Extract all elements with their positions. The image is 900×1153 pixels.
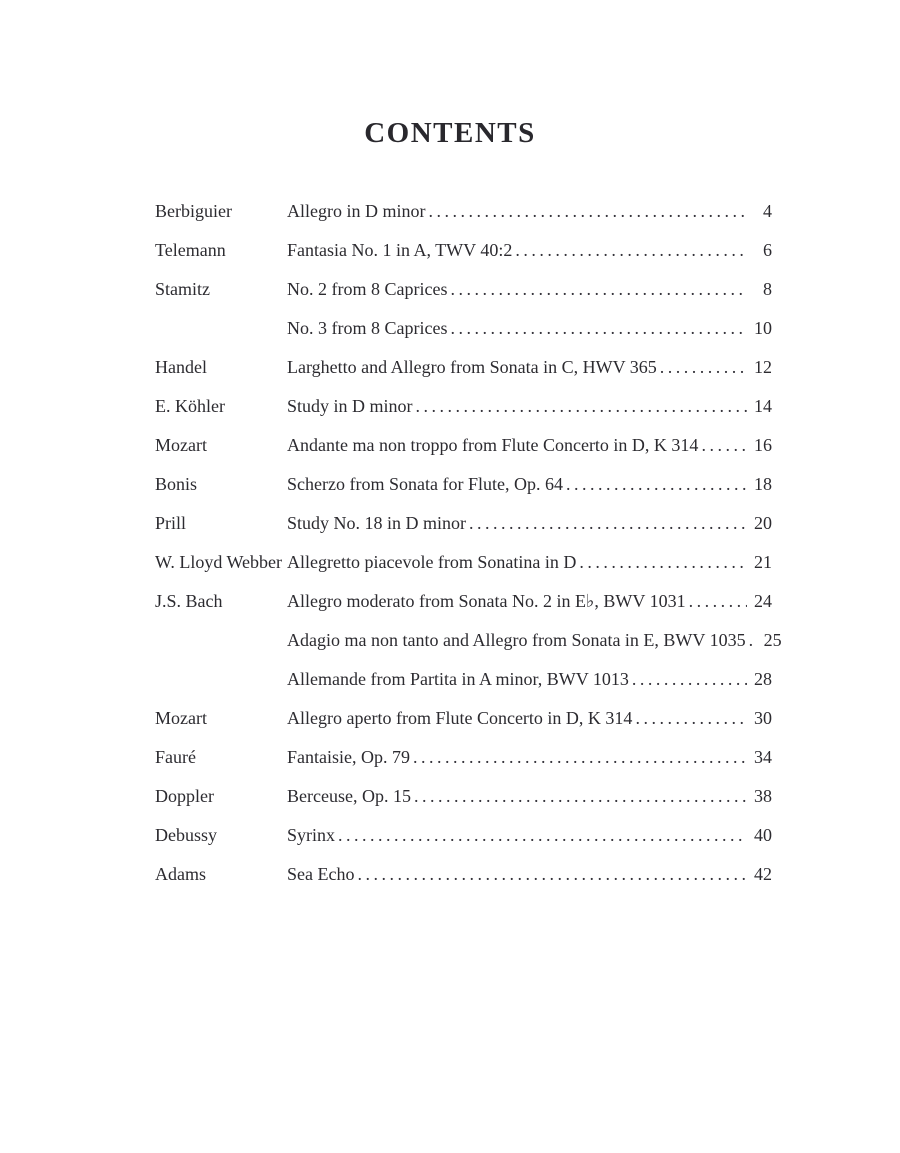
page-number: 24 (754, 591, 772, 611)
toc-row (155, 231, 772, 270)
toc-entry (287, 387, 772, 426)
composer-name: Debussy (155, 825, 217, 845)
toc-row (155, 504, 772, 543)
toc-entry (287, 309, 772, 348)
dot-leader (414, 777, 747, 816)
toc-entry (287, 270, 772, 309)
page-number: 38 (754, 786, 772, 806)
dot-leader (338, 816, 747, 855)
toc-entry (287, 738, 772, 777)
toc-row (155, 309, 772, 348)
piece-title: Adagio ma non tanto and Allegro from Sonata in E, BWV 1035 (287, 630, 746, 650)
composer-name: Doppler (155, 786, 214, 806)
toc-row (155, 777, 772, 816)
piece-title: No. 3 from 8 Caprices (287, 318, 448, 338)
piece-title: Fantaisie, Op. 79 (287, 747, 410, 767)
dot-leader (632, 660, 747, 699)
page-number: 20 (754, 513, 772, 533)
piece-title: Syrinx (287, 825, 336, 845)
toc-entry (287, 192, 772, 231)
toc-row (155, 816, 772, 855)
page-number: 30 (754, 708, 772, 728)
toc-row (155, 465, 772, 504)
composer-name: Berbiguier (155, 201, 232, 221)
toc-row (155, 192, 772, 231)
dot-leader (416, 387, 747, 426)
page-number: 14 (754, 396, 772, 416)
toc-row (155, 660, 772, 699)
page-number: 6 (763, 240, 772, 260)
dot-leader (635, 699, 747, 738)
dot-leader (701, 426, 747, 465)
page-number: 8 (763, 279, 772, 299)
page-number: 18 (754, 474, 772, 494)
toc-row (155, 699, 772, 738)
dot-leader (566, 465, 747, 504)
piece-title: Study No. 18 in D minor (287, 513, 467, 533)
page-number: 34 (754, 747, 772, 767)
toc-entry (287, 660, 772, 699)
composer-name: W. Lloyd Webber (155, 552, 283, 572)
piece-title: Allemande from Partita in A minor, BWV 1013 (287, 669, 629, 689)
page-number: 42 (754, 864, 772, 884)
composer-name: Fauré (155, 747, 196, 767)
page-number: 16 (754, 435, 772, 455)
dot-leader (749, 621, 757, 660)
dot-leader (469, 504, 747, 543)
piece-title: Sea Echo (287, 864, 355, 884)
toc-row (155, 387, 772, 426)
piece-title: Allegretto piacevole from Sonatina in D (287, 552, 577, 572)
page-number: 25 (763, 630, 782, 650)
toc-row (155, 270, 772, 309)
piece-title: Scherzo from Sonata for Flute, Op. 64 (287, 474, 563, 494)
toc-entry (287, 582, 772, 621)
piece-title: Allegro aperto from Flute Concerto in D, K 314 (287, 708, 633, 728)
toc-entry (287, 426, 772, 465)
page-number: 12 (754, 357, 772, 377)
dot-leader (579, 543, 747, 582)
contents-title: CONTENTS (364, 117, 536, 149)
page-number: 40 (754, 825, 772, 845)
page-number: 4 (763, 201, 772, 221)
composer-name: Mozart (155, 435, 207, 455)
composer-name: E. Köhler (155, 396, 225, 416)
dot-leader (450, 270, 747, 309)
toc-entry (287, 855, 772, 894)
piece-title: Allegro moderato from Sonata No. 2 in E♭, BWV 1031 (287, 591, 686, 611)
page-number: 10 (754, 318, 772, 338)
page-number: 21 (754, 552, 772, 572)
toc-entry (287, 621, 782, 660)
toc-entry (287, 465, 772, 504)
dot-leader (660, 348, 747, 387)
piece-title: Larghetto and Allegro from Sonata in C, HWV 365 (287, 357, 657, 377)
toc-row (155, 738, 772, 777)
composer-name: Handel (155, 357, 207, 377)
dot-leader (689, 582, 747, 621)
toc-entry (287, 231, 772, 270)
composer-name: Bonis (155, 474, 198, 494)
toc-entry (287, 699, 772, 738)
toc-row (155, 426, 772, 465)
composer-name: Stamitz (155, 279, 210, 299)
toc-entry (287, 816, 772, 855)
piece-title: Andante ma non troppo from Flute Concerto in D, K 314 (287, 435, 699, 455)
toc-row (155, 543, 772, 582)
dot-leader (357, 855, 747, 894)
toc-row (155, 582, 772, 621)
toc-row (155, 621, 782, 660)
dot-leader (428, 192, 747, 231)
piece-title: Study in D minor (287, 396, 413, 416)
piece-title: No. 2 from 8 Caprices (287, 279, 448, 299)
toc-list (155, 192, 782, 894)
toc-entry (287, 348, 772, 387)
composer-name: Prill (155, 513, 187, 533)
toc-entry (287, 777, 772, 816)
toc-row (155, 348, 772, 387)
dot-leader (413, 738, 747, 777)
dot-leader (450, 309, 747, 348)
page-number: 28 (754, 669, 772, 689)
toc-entry (287, 543, 772, 582)
composer-name: Mozart (155, 708, 207, 728)
composer-name: Adams (155, 864, 206, 884)
composer-name: J.S. Bach (155, 591, 223, 611)
composer-name: Telemann (155, 240, 226, 260)
toc-row (155, 855, 772, 894)
dot-leader (515, 231, 747, 270)
piece-title: Berceuse, Op. 15 (287, 786, 411, 806)
toc-entry (287, 504, 772, 543)
piece-title: Allegro in D minor (287, 201, 426, 221)
piece-title: Fantasia No. 1 in A, TWV 40:2 (287, 240, 513, 260)
